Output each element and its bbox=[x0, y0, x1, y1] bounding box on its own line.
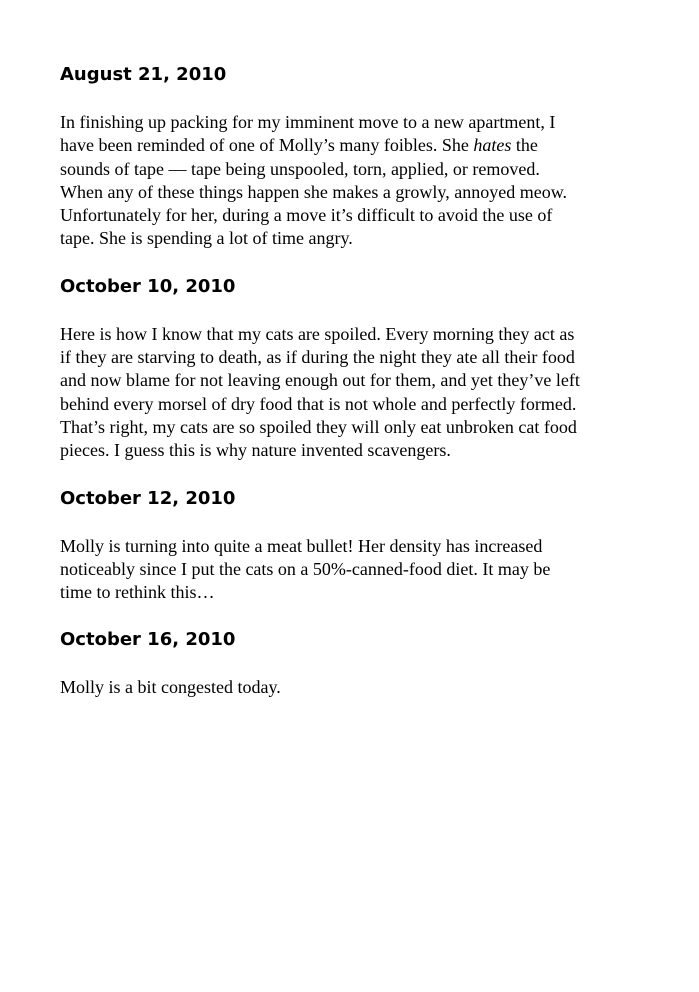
entry-body bbox=[60, 111, 585, 251]
document-page bbox=[60, 63, 585, 724]
entry-body: Molly is a bit congested today. bbox=[60, 677, 281, 698]
entry-body-text: the sounds of tape — tape being unspooled, torn, applied, or removed. When any of these things happen she makes a growly, annoyed meow. Unfortunately for her, during a move it’s difficult to avoid the use of tape. She is spending a lot of time angry. bbox=[60, 135, 568, 249]
entry-body-text: In finishing up packing for my imminent move to a new apartment, I have been reminded of one of Molly’s many foibles. She bbox=[60, 112, 556, 156]
entry-date: October 16, 2010 bbox=[60, 629, 236, 651]
entry-date: October 12, 2010 bbox=[60, 487, 236, 509]
entry-body-emphasis: hates bbox=[473, 135, 512, 156]
journal-entry bbox=[60, 628, 585, 699]
journal-entry bbox=[60, 487, 585, 605]
journal-entry bbox=[60, 275, 585, 463]
entry-body: Here is how I know that my cats are spoiled. Every morning they act as if they are starving to death, as if during the night they ate all their food and now blame for not leaving enough out for them, and yet they’ve left behind every morsel of dry food that is not whole and perfectly formed. That’s right, my cats are so spoiled they will only eat unbroken cat food pieces. I guess this is why nature invented scavengers. bbox=[60, 323, 580, 461]
entry-date: October 10, 2010 bbox=[60, 275, 236, 297]
journal-entry bbox=[60, 63, 585, 251]
entry-body: Molly is turning into quite a meat bullet! Her density has increased noticeably since I put the cats on a 50%-canned-food diet. It may be time to rethink this… bbox=[60, 535, 551, 603]
entry-date: August 21, 2010 bbox=[60, 64, 227, 85]
